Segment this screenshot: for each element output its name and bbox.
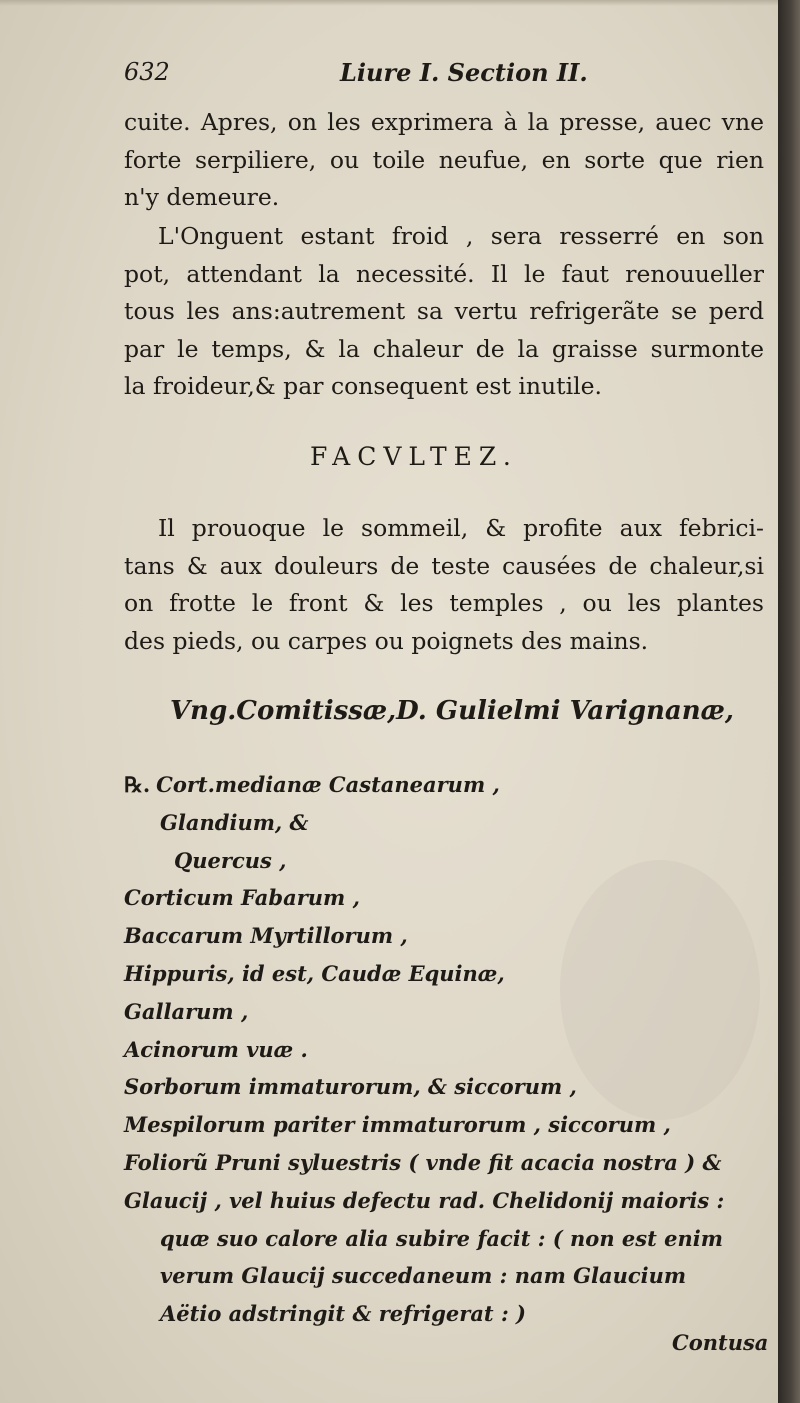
recipe-line: Gallarum , bbox=[124, 998, 249, 1024]
recipe-line: Acinorum vuæ . bbox=[124, 1036, 308, 1062]
text-line: tous les ans:autrement sa vertu refrigerãte se perd bbox=[124, 297, 764, 325]
recipe-line: Corticum Fabarum , bbox=[124, 885, 360, 911]
recipe-line: quæ suo calore alia subire facit : ( non est enim bbox=[160, 1225, 723, 1251]
running-header bbox=[124, 58, 764, 94]
text-line: pot, attendant la necessité. Il le faut renouueller bbox=[124, 259, 764, 288]
running-title: Liure I. Section II. bbox=[340, 58, 588, 87]
recipe-title: Vng.Comitissæ,D. Gulielmi Varignanæ, bbox=[170, 696, 734, 726]
catchword: Contusa bbox=[672, 1330, 769, 1355]
text-line: cuite. Apres, on les exprimera à la presse, auec vne bbox=[124, 108, 764, 136]
recipe-ingredient: Cort.medianæ Castanearum , bbox=[156, 772, 500, 797]
section-heading: FACVLTEZ. bbox=[310, 442, 518, 471]
recipe-list bbox=[124, 766, 774, 1333]
text-line: on frotte le front & les temples , ou les plantes bbox=[124, 589, 764, 617]
recipe-symbol: ℞. bbox=[124, 772, 151, 797]
paragraph-onguent bbox=[124, 218, 764, 406]
text-line: n'y demeure. bbox=[124, 183, 280, 211]
text-line: la froideur,& par consequent est inutile. bbox=[124, 372, 603, 400]
text-line: Il prouoque le sommeil, & profite aux febrici- bbox=[158, 514, 764, 542]
page-top-edge bbox=[0, 0, 778, 6]
page-number: 632 bbox=[124, 58, 170, 86]
text-line: par le temps, & la chaleur de la graisse surmonte bbox=[124, 334, 764, 363]
page-binding-edge bbox=[778, 0, 800, 1403]
recipe-line: Glandium, & bbox=[160, 809, 309, 835]
recipe-line: verum Glaucij succedaneum : nam Glaucium bbox=[160, 1263, 687, 1289]
paragraph-facultez bbox=[124, 510, 764, 660]
recipe-line: Hippuris, id est, Caudæ Equinæ, bbox=[124, 960, 505, 986]
recipe-line: Sorborum immaturorum, & siccorum , bbox=[124, 1074, 577, 1100]
recipe-line: Aëtio adstringit & refrigerat : ) bbox=[160, 1301, 526, 1327]
recipe-line bbox=[124, 766, 774, 804]
text-line: des pieds, ou carpes ou poignets des mains. bbox=[124, 626, 649, 655]
text-line: L'Onguent estant froid , sera resserré en son bbox=[158, 222, 764, 250]
recipe-line: Quercus , bbox=[174, 847, 287, 873]
paragraph-continuation bbox=[124, 104, 764, 217]
recipe-line: Mespilorum pariter immaturorum , siccorum , bbox=[124, 1112, 671, 1138]
text-line: tans & aux douleurs de teste causées de chaleur,si bbox=[124, 551, 764, 580]
text-line: forte serpiliere, ou toile neufue, en sorte que rien bbox=[124, 145, 764, 174]
recipe-line: Baccarum Myrtillorum , bbox=[124, 923, 408, 949]
recipe-line: Glaucij , vel huius defectu rad. Chelidonij maioris : bbox=[124, 1187, 725, 1213]
recipe-line: Foliorũ Pruni syluestris ( vnde fit acacia nostra ) & bbox=[124, 1149, 722, 1175]
